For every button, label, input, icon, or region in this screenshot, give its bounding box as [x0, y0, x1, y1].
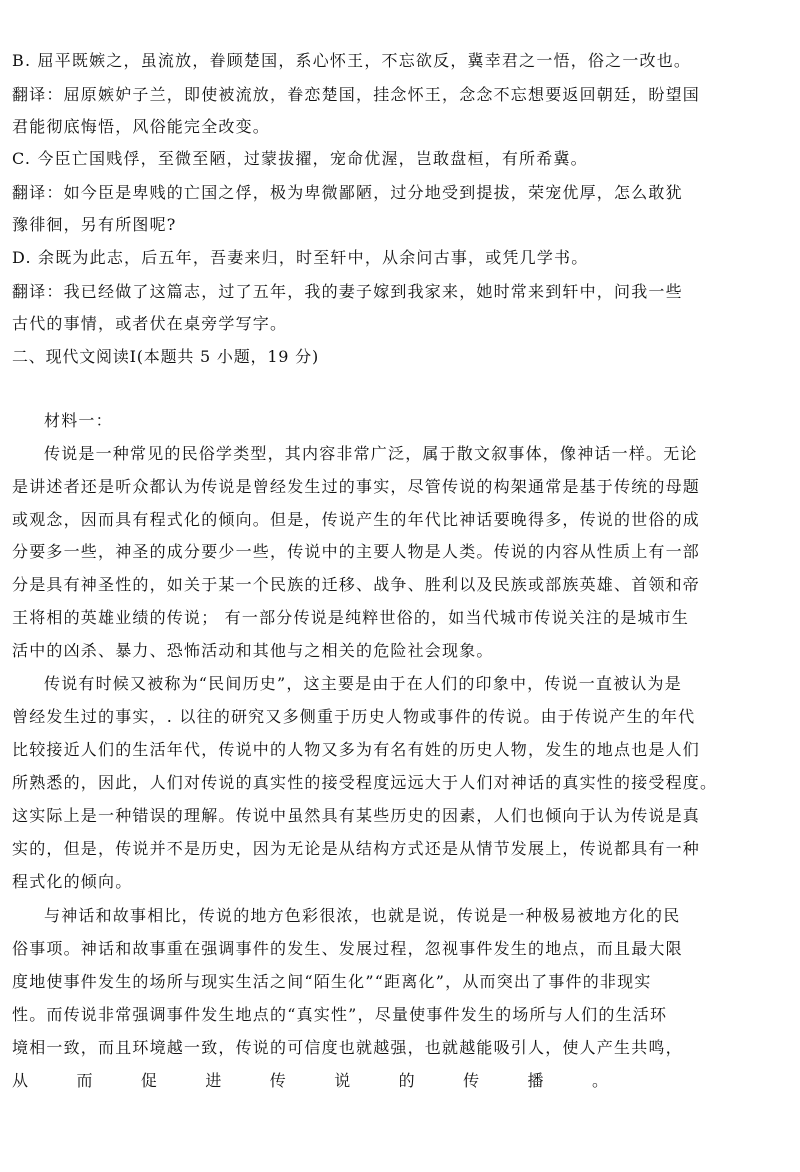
- paragraph-1-line-2: 是讲述者还是听众都认为传说是曾经发生过的事实，尽管传说的构架通常是基于传统的母题: [12, 477, 701, 496]
- paragraph-3-line-4: 性。而传说非常强调事件发生地点的“真实性”，尽量使事件发生的场所与人们的生活环: [12, 1005, 668, 1024]
- paragraph-3-char: 从: [12, 1071, 29, 1090]
- material-label: 材料一：: [44, 411, 113, 430]
- paragraph-1-line-4: 分要多一些，神圣的成分要少一些，传说中的主要人物是人类。传说的内容从性质上有一部: [12, 542, 701, 561]
- option-d-translation-line-2: 古代的事情，或者伏在桌旁学写字。: [12, 314, 288, 333]
- paragraph-3-last-line: [12, 1070, 608, 1092]
- paragraph-3-char: 促: [140, 1071, 157, 1090]
- paragraph-2-line-2: 曾经发生过的事实，. 以往的研究又多侧重于历史人物或事件的传说。由于传说产生的年代: [12, 707, 696, 726]
- paragraph-1-line-5: 分是具有神圣性的，如关于某一个民族的迁移、战争、胜利以及民族或部族英雄、首领和帝: [12, 575, 701, 594]
- paragraph-1-line-1: 传说是一种常见的民俗学类型，其内容非常广泛，属于散文叙事体，像神话一样。无论: [44, 444, 698, 463]
- paragraph-2-line-1: 传说有时候又被称为“民间历史”，这主要是由于在人们的印象中，传说一直被认为是: [44, 674, 682, 693]
- paragraph-1-line-7: 活中的凶杀、暴力、恐怖活动和其他与之相关的危险社会现象。: [12, 641, 494, 660]
- option-b-sentence: B. 屈平既嫉之，虽流放，眷顾楚国，系心怀王，不忘欲反，冀幸君之一悟，俗之一改也。: [12, 51, 692, 70]
- paragraph-3-char: 进: [205, 1071, 222, 1090]
- option-b-translation-line-2: 君能彻底悔悟，风俗能完全改变。: [12, 117, 271, 136]
- paragraph-3-char: 播: [527, 1071, 544, 1090]
- paragraph-3-char: 说: [334, 1071, 351, 1090]
- paragraph-3-line-3: 度地使事件发生的场所与现实生活之间“陌生化”“距离化”，从而突出了事件的非现实: [12, 972, 652, 991]
- paragraph-2-line-5: 这实际上是一种错误的理解。传说中虽然具有某些历史的因素，人们也倾向于认为传说是真: [12, 806, 701, 825]
- paragraph-2-line-3: 比较接近人们的生活年代，传说中的人物又多为有名有姓的历史人物，发生的地点也是人们: [12, 740, 701, 759]
- paragraph-3-line-5: 境相一致，而且环境越一致，传说的可信度也就越强，也就越能吸引人，使人产生共鸣，: [12, 1038, 683, 1057]
- section-heading: 二、现代文阅读Ⅰ(本题共 5 小题，19 分): [12, 347, 320, 366]
- option-c-translation-line-1: 翻译：如今臣是卑贱的亡国之俘，极为卑微鄙陋，过分地受到提拔，荣宠优厚，怎么敢犹: [12, 183, 683, 202]
- option-d-translation-line-1: 翻译：我已经做了这篇志，过了五年，我的妻子嫁到我家来，她时常来到轩中，问我一些: [12, 282, 683, 301]
- paragraph-3-line-2: 俗事项。神话和故事重在强调事件的发生、发展过程，忽视事件发生的地点，而且最大限: [12, 939, 683, 958]
- option-c-translation-line-2: 豫徘徊，另有所图呢?: [12, 215, 177, 234]
- option-d-sentence: D. 余既为此志，后五年，吾妻来归，时至轩中，从余问古事，或凭几学书。: [12, 248, 589, 267]
- paragraph-3-char: 的: [398, 1071, 415, 1090]
- paragraph-1-line-3: 或观念，因而具有程式化的倾向。但是，传说产生的年代比神话要晚得多，传说的世俗的成: [12, 510, 701, 529]
- paragraph-2-line-4: 所熟悉的，因此，人们对传说的真实性的接受程度远远大于人们对神话的真实性的接受程度。: [12, 773, 718, 792]
- paragraph-1-line-6: 王将相的英雄业绩的传说； 有一部分传说是纯粹世俗的，如当代城市传说关注的是城市生: [12, 608, 690, 627]
- paragraph-3-char: 。: [591, 1071, 608, 1090]
- paragraph-3-char: 而: [76, 1071, 93, 1090]
- paragraph-2-line-7: 程式化的倾向。: [12, 872, 133, 891]
- paragraph-2-line-6: 实的，但是，传说并不是历史，因为无论是从结构方式还是从情节发展上，传说都具有一种: [12, 839, 701, 858]
- paragraph-3-line-1: 与神话和故事相比，传说的地方色彩很浓，也就是说，传说是一种极易被地方化的民: [44, 906, 681, 925]
- paragraph-3-char: 传: [269, 1071, 286, 1090]
- option-c-sentence: C. 今臣亡国贱俘，至微至陋，过蒙拔擢，宠命优渥，岂敢盘桓，有所希冀。: [12, 149, 588, 168]
- option-b-translation-line-1: 翻译：屈原嫉妒子兰，即使被流放，眷恋楚国，挂念怀王，念念不忘想要返回朝廷，盼望国: [12, 85, 701, 104]
- paragraph-3-char: 传: [463, 1071, 480, 1090]
